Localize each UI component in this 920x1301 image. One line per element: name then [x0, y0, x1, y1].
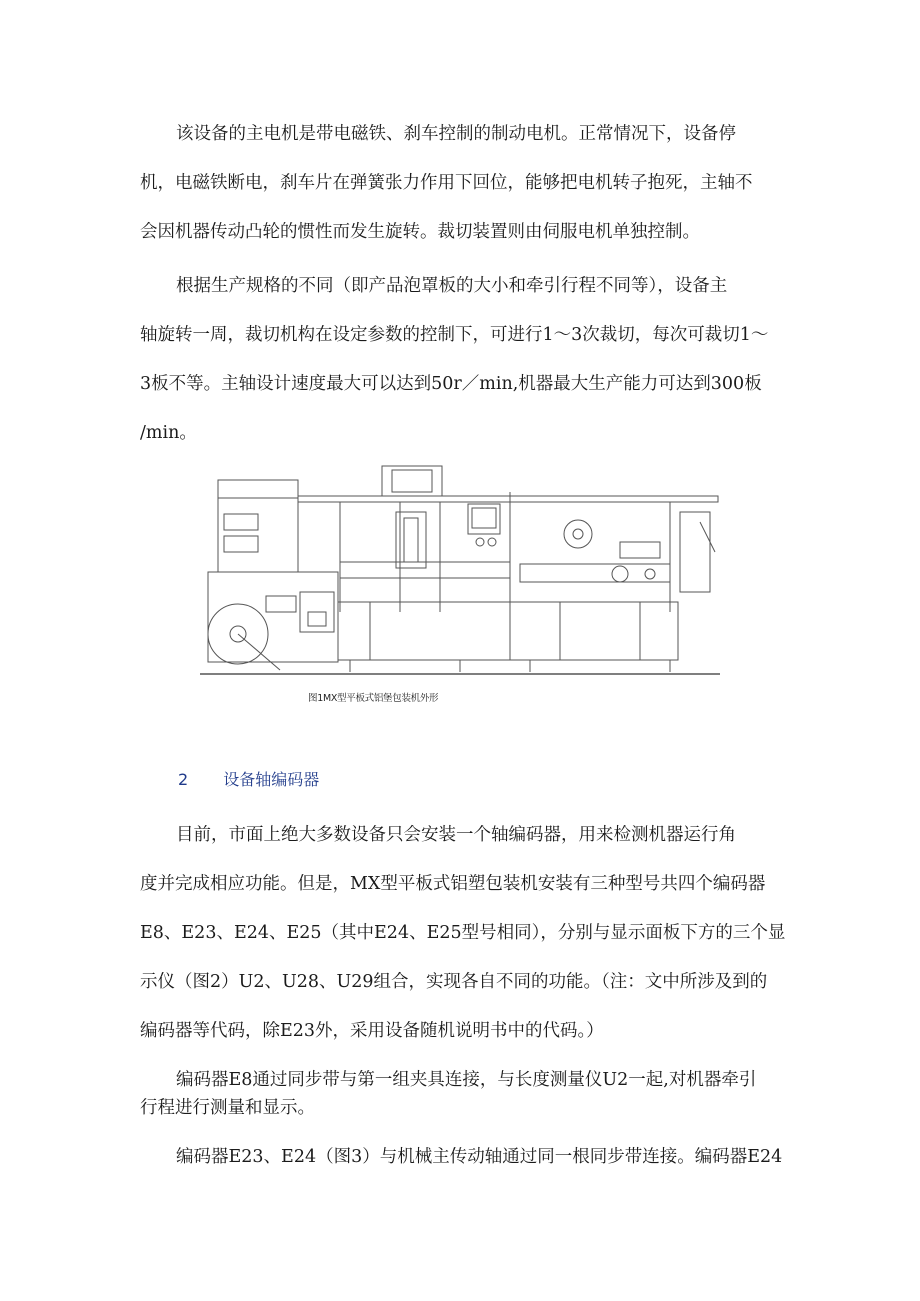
text-line: 该设备的主电机是带电磁铁、刹车控制的制动电机。正常情况下，设备停 — [176, 124, 736, 144]
text-line: E8、E23、E24、E25（其中E24、E25型号相同），分别与显示面板下方的三个显 — [140, 923, 786, 943]
paragraph-encoder-e23-e24 — [140, 1133, 800, 1182]
section-number: 2 — [178, 770, 189, 789]
text-line: 轴旋转一周，裁切机构在设定参数的控制下，可进行1～3次裁切，每次可裁切1～ — [140, 325, 769, 345]
text-line: 机，电磁铁断电，刹车片在弹簧张力作用下回位，能够把电机转子抱死，主轴不 — [140, 173, 753, 193]
section-title: 设备轴编码器 — [223, 770, 320, 789]
text-line: 根据生产规格的不同（即产品泡罩板的大小和牵引行程不同等），设备主 — [176, 276, 728, 296]
text-line: 编码器E8通过同步带与第一组夹具连接，与长度测量仪U2一起,对机器牵引 — [176, 1070, 757, 1090]
figure-caption: 图1MX型平板式铝堡包装机外形 — [308, 693, 439, 704]
text-line: 会因机器传动凸轮的惯性而发生旋转。裁切装置则由伺服电机单独控制。 — [140, 222, 700, 242]
text-line: 行程进行测量和显示。 — [140, 1098, 315, 1118]
text-line: 编码器E23、E24（图3）与机械主传动轴通过同一根同步带连接。编码器E24 — [176, 1147, 783, 1167]
text-line: 度并完成相应功能。但是，MX型平板式铝塑包装机安装有三种型号共四个编码器 — [140, 874, 766, 894]
text-line: 3板不等。主轴设计速度最大可以达到50r／min,机器最大生产能力可达到300板 — [140, 374, 762, 394]
text-line: 示仪（图2）U2、U28、U29组合，实现各自不同的功能。（注：文中所涉及到的 — [140, 972, 768, 992]
paragraph-encoders-overview — [140, 811, 800, 1056]
text-line: /min。 — [140, 423, 197, 443]
paragraph-brake-motor — [140, 110, 800, 257]
paragraph-encoder-e8 — [140, 1066, 800, 1122]
machine-drawing — [200, 462, 720, 692]
text-line: 目前，市面上绝大多数设备只会安装一个轴编码器，用来检测机器运行角 — [176, 825, 736, 845]
text-line: 编码器等代码，除E23外，采用设备随机说明书中的代码。） — [140, 1021, 604, 1041]
machine-figure — [200, 462, 720, 692]
section-heading — [178, 766, 319, 794]
paragraph-spindle-speed — [140, 262, 800, 458]
